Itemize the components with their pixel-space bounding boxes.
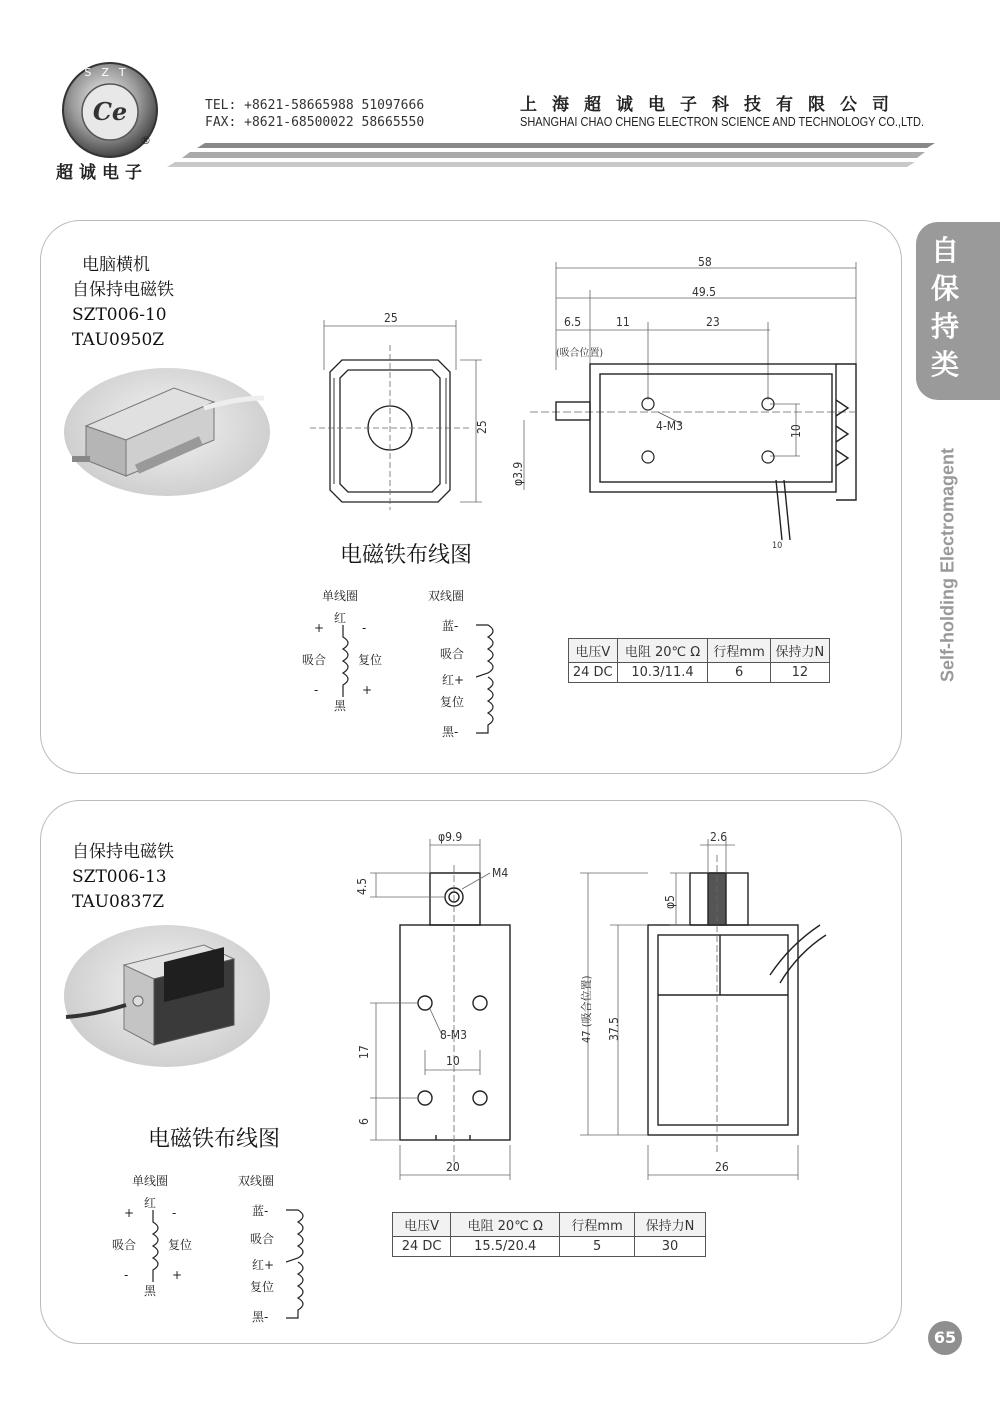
wiring-diagram-1: 单线圈 红 + - 吸合 复位 - + 黑 双线圈 蓝- 吸合 红+ 复位 黑- — [300, 585, 530, 745]
product-2-label: 自保持电磁铁 SZT006-13 TAU0837Z — [72, 840, 174, 915]
product-2-model: SZT006-13 — [72, 867, 167, 887]
spec-table-1: 电压V 电阻 20℃ Ω 行程mm 保持力N 24 DC 10.3/11.4 6 12 — [568, 638, 830, 683]
svg-text:2.6: 2.6 — [710, 830, 728, 844]
svg-text:26: 26 — [715, 1160, 729, 1174]
product-1-side-view — [500, 250, 870, 550]
svg-text:6.5: 6.5 — [564, 315, 582, 329]
wiring-title-2: 电磁铁布线图 — [148, 1127, 281, 1152]
contact-block — [205, 97, 424, 131]
category-en: Self-holding Electromagent — [937, 447, 958, 683]
svg-text:37.5: 37.5 — [607, 1016, 621, 1041]
page-number: 65 — [928, 1321, 962, 1355]
product-1-photo — [64, 368, 270, 496]
product-1-code: TAU0950Z — [72, 330, 165, 350]
svg-text:(吸合位置): (吸合位置) — [556, 348, 604, 359]
svg-text:23: 23 — [706, 315, 720, 329]
fax: FAX: +8621-68500022 58665550 — [205, 115, 425, 130]
svg-text:20: 20 — [446, 1160, 460, 1174]
product-1-label: 电脑横机 自保持电磁铁 SZT006-10 TAU0950Z — [72, 253, 174, 353]
svg-text:25: 25 — [384, 311, 398, 325]
product-2-side-view — [570, 825, 830, 1185]
logo-mark: Ce — [92, 97, 128, 126]
svg-text:11: 11 — [616, 315, 630, 329]
company-name-en: SHANGHAI CHAO CHENG ELECTRON SCIENCE AND TECHNOLOGY CO.,LTD. — [520, 115, 925, 129]
svg-text:φ5: φ5 — [663, 895, 677, 909]
svg-text:10: 10 — [772, 541, 783, 550]
svg-text:58: 58 — [698, 255, 712, 269]
svg-text:4-M3: 4-M3 — [656, 419, 683, 433]
wiring-title-1: 电磁铁布线图 — [340, 543, 473, 568]
svg-text:17: 17 — [357, 1045, 371, 1059]
registered-mark: ® — [140, 134, 151, 147]
product-2-front-view — [350, 825, 530, 1185]
svg-text:49.5: 49.5 — [692, 285, 717, 299]
svg-text:M4: M4 — [492, 866, 509, 880]
tel: TEL: +8621-58665988 51097666 — [205, 98, 425, 113]
product-1-model: SZT006-10 — [72, 305, 167, 325]
product-1-front-view — [310, 300, 510, 510]
svg-text:φ9.9: φ9.9 — [438, 830, 463, 844]
brand-name: 超诚电子 — [56, 163, 148, 183]
svg-text:25: 25 — [475, 420, 489, 434]
product-2-photo — [64, 925, 270, 1067]
spec-table-2: 电压V 电阻 20℃ Ω 行程mm 保持力N 24 DC 15.5/20.4 5 30 — [392, 1212, 706, 1257]
svg-text:4.5: 4.5 — [355, 877, 369, 895]
svg-text:47 (吸合位置): 47 (吸合位置) — [580, 975, 593, 1043]
category-cn: 自保持类 — [930, 234, 959, 381]
product-2-code: TAU0837Z — [72, 892, 165, 912]
company-name-cn: 上海超诚电子科技有限公司 — [520, 95, 904, 115]
svg-text:10: 10 — [446, 1054, 460, 1068]
svg-text:8-M3: 8-M3 — [440, 1028, 467, 1042]
wiring-diagram-2: 单线圈 红 + - 吸合 复位 - + 黑 双线圈 蓝- 吸合 红+ 复位 黑- — [110, 1170, 340, 1330]
svg-text:10: 10 — [789, 424, 803, 438]
header-stripes — [165, 140, 935, 170]
svg-text:6: 6 — [357, 1118, 371, 1125]
logo-letters: SZT — [84, 66, 136, 79]
svg-text:φ3.9: φ3.9 — [511, 461, 525, 486]
